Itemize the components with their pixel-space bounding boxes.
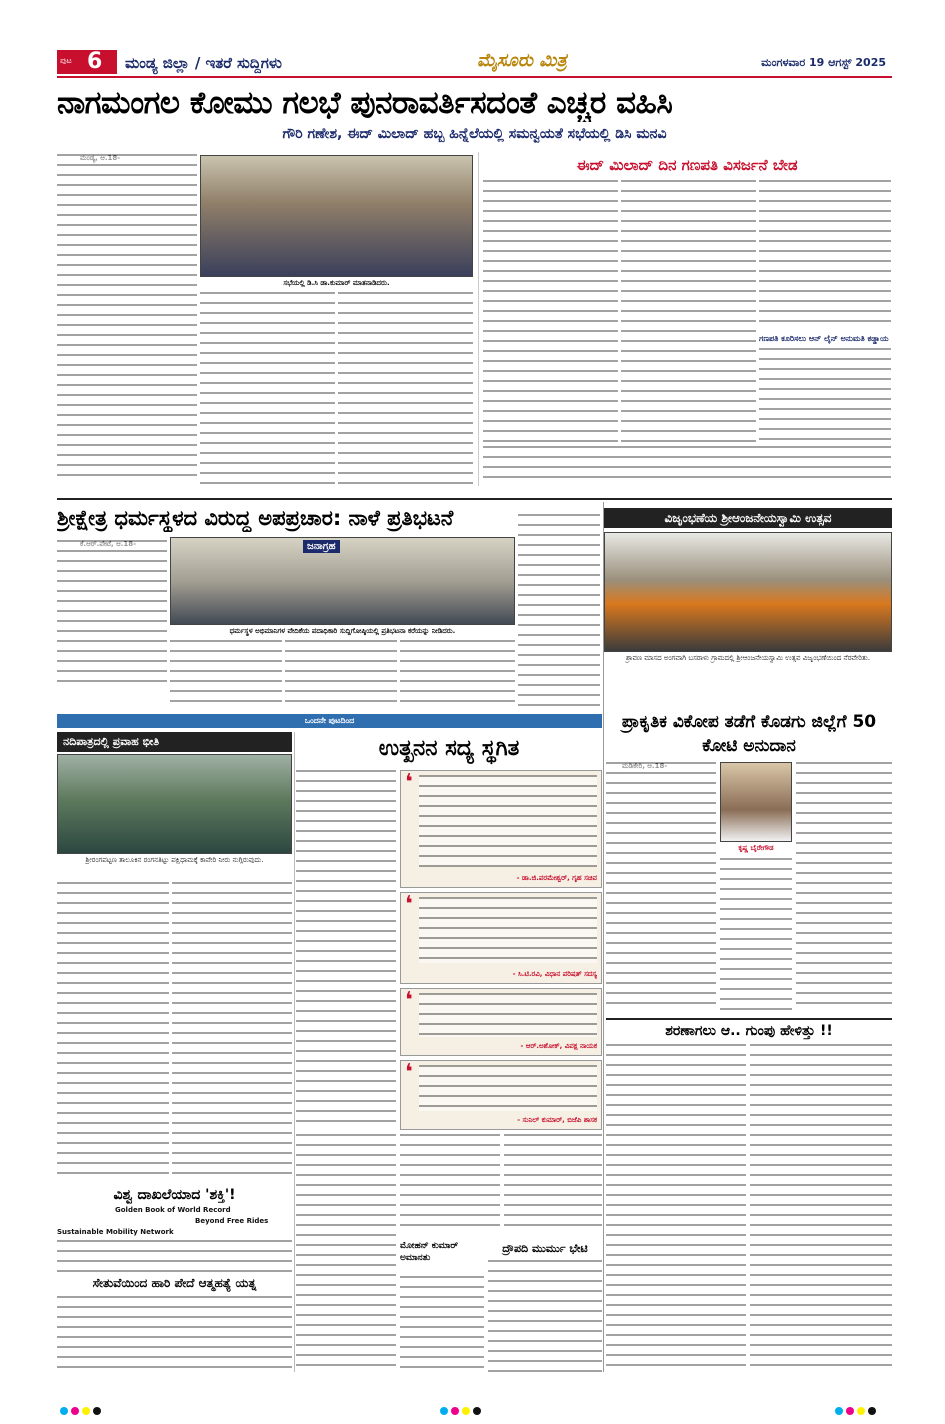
lead-body-col1 — [57, 154, 197, 484]
disaster-headline: ಪ್ರಾಕೃತಿಕ ವಿಕೋಪ ತಡೆಗೆ ಕೊಡಗು ಜಿಲ್ಲೆಗೆ 50 ಕೋಟಿ ಅನುದಾನ — [621, 712, 877, 756]
disaster-minister-photo — [720, 762, 792, 842]
excavation-body-col3 — [400, 1134, 500, 1234]
sharanagaru-headline: ಶರಣಾಗಲು ಆ.. ಗುಂಪು ಹೇಳಿತ್ತು !! — [606, 1018, 892, 1042]
janagraha-banner: ಜನಾಗ್ರಹ — [303, 540, 340, 553]
quote-mark-icon: ❛ — [405, 770, 413, 795]
excavation-body-col2 — [296, 1134, 396, 1372]
world-record-headline: ವಿಶ್ವ ದಾಖಲೆಯಾದ 'ಶಕ್ತಿ'! — [113, 1187, 236, 1203]
lead-body-col2 — [200, 292, 335, 484]
eid-subhead: ಗಣಪತಿ ಕೂರಿಸಲು ಆನ್ ಲೈನ್ ಅನುಮತಿ ಕಡ್ಡಾಯ — [759, 334, 889, 343]
quote-mark-icon: ❛ — [405, 1060, 413, 1085]
page-number-box — [57, 50, 117, 74]
flood-body-col2 — [172, 882, 292, 1182]
excavation-quote-1 — [400, 770, 602, 888]
world-record-inline-1: Golden Book of World Record — [115, 1206, 231, 1214]
eid-story-box — [478, 152, 892, 486]
lead-subhead: ಗೌರಿ ಗಣೇಶ, ಈದ್ ಮಿಲಾದ್ ಹಬ್ಬ ಹಿನ್ನೆಲೆಯಲ್ಲಿ ಸಮನ್ವಯತೆ ಸಭೆಯಲ್ಲಿ ಡಿಸಿ ಮನವಿ — [282, 126, 667, 142]
lead-photo-caption: ಸಭೆಯಲ್ಲಿ ಡಿ.ಸಿ ಡಾ.ಕುಮಾರ್ ಮಾತನಾಡಿದರು. — [283, 279, 390, 287]
excavation-quote-4 — [400, 1060, 602, 1130]
mohan-headline: ಮೋಹನ್ ಕುಮಾರ್ ಅಮಾನತು — [400, 1241, 459, 1263]
lead-meeting-photo — [200, 155, 473, 277]
eid-headline: ಈದ್ ಮಿಲಾದ್ ದಿನ ಗಣಪತಿ ವಿಸರ್ಜನೆ ಬೇಡ — [576, 156, 798, 174]
lead-body-col3 — [338, 292, 473, 484]
droupadi-body — [488, 1260, 602, 1372]
eid-body-bottom — [483, 446, 891, 484]
excavation-quote-2 — [400, 892, 602, 984]
droupadi-headline: ದ್ರೌಪದಿ ಮುರ್ಮು ಭೇಟಿ — [502, 1242, 588, 1255]
quote-1-text — [419, 775, 597, 867]
column-divider — [294, 732, 295, 1372]
column-divider — [603, 502, 604, 1372]
dharmasthala-body-col4 — [400, 640, 515, 705]
world-record-body — [57, 1240, 292, 1272]
dharmasthala-photo-caption: ಧರ್ಮಸ್ಥಳ ಅಭಿಮಾನಿಗಳ ವೇದಿಕೆಯ ಪದಾಧಿಕಾರಿ ಸುದ್ದಿಗೋಷ್ಠಿಯಲ್ಲಿ ಪ್ರತಿಭಟನಾ ಕರೆಯನ್ನು ನೀಡಿದರು. — [229, 627, 456, 635]
excavation-body-col1 — [296, 770, 396, 1130]
quote-1-byline: - ಡಾ.ಜಿ.ಪರಮೇಶ್ವರ್, ಗೃಹ ಸಚಿವ — [516, 874, 597, 882]
issue-date: ಮಂಗಳವಾರ 19 ಆಗಸ್ಟ್ 2025 — [761, 56, 886, 69]
page-number: 6 — [87, 49, 103, 74]
world-record-inline-3: Sustainable Mobility Network — [57, 1228, 174, 1236]
disaster-photo-caption: ಕೃಷ್ಣ ಬೈರೇಗೌಡ — [738, 844, 774, 852]
quote-3-byline: - ಆರ್.ಅಶೋಕ್, ವಿಪಕ್ಷ ನಾಯಕ — [520, 1042, 597, 1050]
dharmasthala-body-col2 — [170, 640, 282, 705]
eid-body-col3b — [759, 348, 891, 442]
flood-headline: ನದಿಪಾತ್ರದಲ್ಲಿ ಪ್ರವಾಹ ಭೀತಿ — [57, 732, 292, 752]
registration-marks-mid — [440, 1400, 484, 1419]
page-label: ಪುಟ — [60, 56, 72, 65]
utsava-headline: ವಿಜೃಂಭಣೆಯ ಶ್ರೀಆಂಜನೇಯಸ್ವಾಮಿ ಉತ್ಸವ — [604, 508, 892, 528]
quote-4-text — [419, 1065, 597, 1111]
section-rule — [57, 498, 892, 500]
bridge-headline: ಸೇತುವೆಯಿಂದ ಹಾರಿ ಪೇದೆ ಆತ್ಮಹತ್ಯೆ ಯತ್ನ — [92, 1276, 257, 1290]
utsava-procession-photo — [604, 532, 892, 652]
excavation-headline: ಉತ್ಖನನ ಸದ್ಯ ಸ್ಥಗಿತ — [378, 736, 520, 761]
dharmasthala-body-col5 — [518, 514, 600, 706]
utsava-photo-caption: ಶ್ರಾವಣ ಮಾಸದ ಅಂಗವಾಗಿ ಬಸರಾಳು ಗ್ರಾಮದಲ್ಲಿ ಶ್ರೀಆಂಜನೇಯಸ್ವಾಮಿ ಉತ್ಸವ ವಿಜೃಂಭಣೆಯಿಂದ ನೆರವೇರಿತು. — [625, 654, 871, 662]
quote-2-text — [419, 897, 597, 963]
eid-body-col3 — [759, 180, 891, 330]
dharmasthala-body-col3 — [285, 640, 397, 705]
dharmasthala-headline: ಶ್ರೀಕ್ಷೇತ್ರ ಧರ್ಮಸ್ಥಳದ ವಿರುದ್ಧ ಅಪಪ್ರಚಾರ: ನಾಳೆ ಪ್ರತಿಭಟನೆ — [57, 506, 454, 530]
flood-photo-caption: ಶ್ರೀರಂಗಪಟ್ಟಣ ತಾಲೂಕಿನ ರಂಗನತಿಟ್ಟು ಪಕ್ಷಿಧಾಮಕ್ಕೆ ಕಾವೇರಿ ನೀರು ನುಗ್ಗಿರುವುದು. — [85, 856, 264, 864]
eid-body-col1 — [483, 180, 618, 442]
sharanagaru-body-col1 — [606, 1044, 746, 1372]
quote-mark-icon: ❛ — [405, 988, 413, 1013]
disaster-body-col1 — [606, 762, 716, 1012]
quote-mark-icon: ❛ — [405, 892, 413, 917]
sharanagaru-body-col2 — [750, 1044, 892, 1372]
disaster-body-col2 — [720, 858, 792, 1012]
disaster-body-col3 — [796, 762, 892, 1012]
lead-headline: ನಾಗಮಂಗಲ ಕೋಮು ಗಲಭೆ ಪುನರಾವರ್ತಿಸದಂತೆ ಎಚ್ಚರ ವಹಿಸಿ — [57, 85, 673, 121]
dharmasthala-press-photo — [170, 537, 515, 625]
flood-body-col1 — [57, 882, 169, 1182]
eid-body-col2 — [621, 180, 756, 442]
section-title: ಮಂಡ್ಯ ಜಿಲ್ಲಾ / ಇತರೆ ಸುದ್ದಿಗಳು — [125, 54, 282, 72]
quote-3-text — [419, 993, 597, 1037]
registration-marks-right — [835, 1400, 879, 1419]
mohan-body-2 — [400, 1276, 484, 1372]
excavation-quote-3 — [400, 988, 602, 1056]
excavation-body-col4 — [504, 1134, 602, 1234]
masthead: ಮೈಸೂರು ಮಿತ್ರ — [477, 50, 567, 71]
flood-photo — [57, 754, 292, 854]
quote-2-byline: - ಸಿ.ಟಿ.ರವಿ, ವಿಧಾನ ಪರಿಷತ್ ಸದಸ್ಯ — [512, 970, 597, 978]
bridge-body — [57, 1296, 292, 1372]
continued-banner: ಒಂದನೇ ಪುಟದಿಂದ — [57, 714, 602, 728]
quote-4-byline: - ಸುನಿಲ್ ಕುಮಾರ್, ಬಿಜೆಪಿ ಶಾಸಕ — [517, 1116, 597, 1124]
registration-marks-left — [60, 1400, 104, 1419]
dharmasthala-body-col1 — [57, 540, 167, 690]
page-header — [57, 48, 892, 78]
world-record-inline-2: Beyond Free Rides — [195, 1217, 269, 1225]
